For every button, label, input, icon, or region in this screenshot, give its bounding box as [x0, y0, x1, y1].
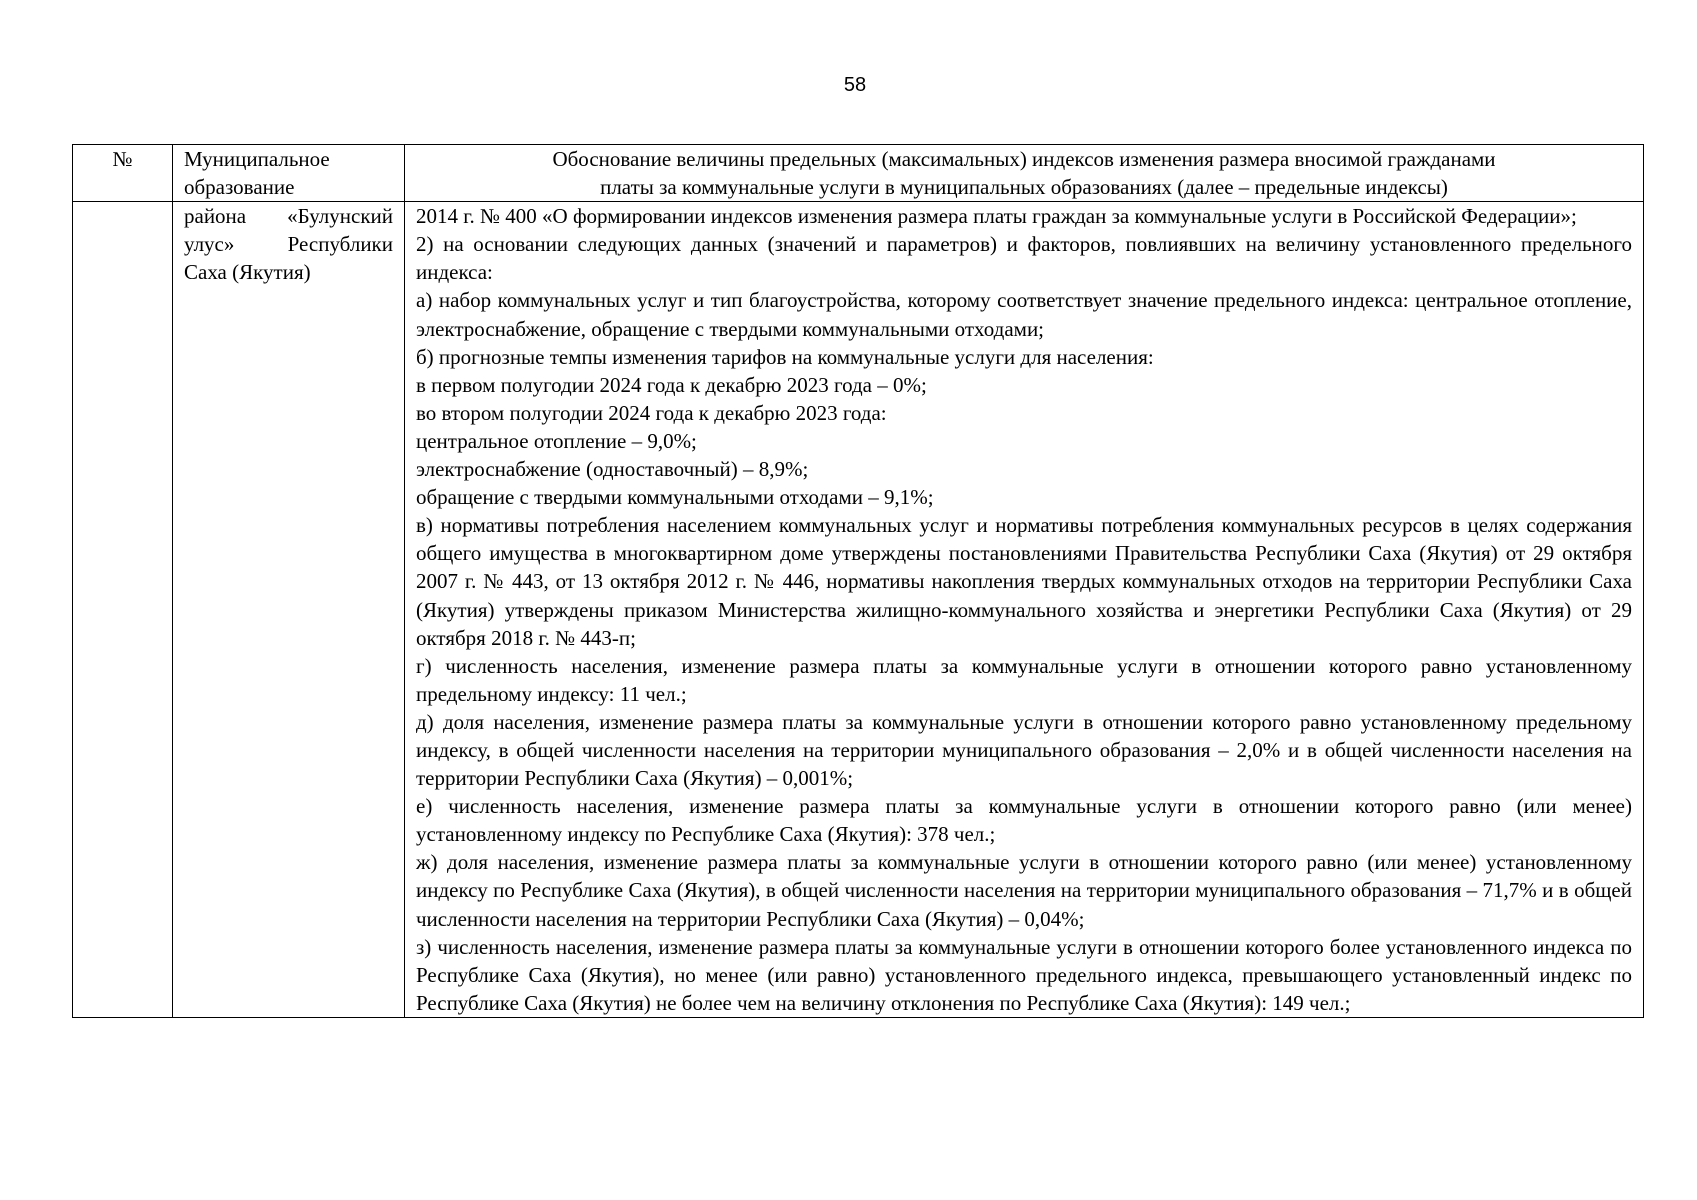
- page-number: 58: [843, 74, 867, 96]
- paragraph: 2) на основании следующих данных (значений и параметров) и факторов, повлиявших на величину установленного предельного индекса:: [416, 232, 1632, 285]
- table-header-row: [73, 145, 1644, 202]
- header-number-cell: [73, 145, 173, 202]
- paragraph: з) численность населения, изменение размера платы за коммунальные услуги в отношении которого более установленного индекса по Республике Саха (Якутия), но менее (или равно) установленного предельного индекса, превышающего установленный индекс по Республике Саха (Якутия) не более чем на величину отклонения по Республике Саха (Якутия): 149 чел.;: [416, 934, 1632, 1015]
- paragraph: 2014 г. № 400 «О формировании индексов изменения размера платы граждан за коммунальные услуги в Российской Федерации»;: [416, 204, 1577, 229]
- paragraph: ж) доля населения, изменение размера платы за коммунальные услуги в отношении которого равно (или менее) установленному индексу по Республике Саха (Якутия), в общей численности населения на территории муниципального образования – 71,7% и в общей численности населения на территории Республики Саха (Якутия) – 0,04%;: [416, 850, 1632, 931]
- paragraph: г) численность населения, изменение размера платы за коммунальные услуги в отношении которого равно установленному предельному индексу: 11 чел.;: [416, 653, 1632, 706]
- header-municipality-cell: [173, 145, 405, 202]
- header-justification-line: Обоснование величины предельных (максимальных) индексов изменения размера вносимой гражданами: [552, 147, 1496, 171]
- paragraph: д) доля населения, изменение размера платы за коммунальные услуги в отношении которого равно установленному предельному индексу, в общей численности населения на территории муниципального образования – 2,0% и в общей численности населения на территории Республики Саха (Якутия) – 0,001%;: [416, 709, 1632, 791]
- paragraph: в) нормативы потребления населением коммунальных услуг и нормативы потребления коммунальных ресурсов в целях содержания общего имущества в многоквартирном доме утверждены постановлениями Правительства Республики Саха (Якутия) от 29 октября 2007 г. № 443, от 13 октября 2012 г. № 446, нормативы накопления твердых коммунальных отходов на территории Республики Саха (Якутия) утверждены приказом Министерства жилищно-коммунального хозяйства и энергетики Республики Саха (Якутия) от 29 октября 2018 г. № 443-п;: [416, 513, 1632, 650]
- header-municipality-line: Муниципальное: [184, 147, 330, 171]
- table-row: [73, 202, 1644, 1018]
- paragraph: в первом полугодии 2024 года к декабрю 2023 года – 0%;: [416, 372, 927, 397]
- header-justification-cell: [405, 145, 1644, 202]
- row-number-cell: [73, 202, 173, 1018]
- paragraph: обращение с твердыми коммунальными отходами – 9,1%;: [416, 485, 934, 510]
- paragraph: а) набор коммунальных услуг и тип благоустройства, которому соответствует значение предельного индекса: центральное отопление, электроснабжение, обращение с твердыми коммунальными отходами;: [416, 288, 1632, 341]
- header-number: №: [112, 147, 133, 171]
- header-justification-line: платы за коммунальные услуги в муниципальных образованиях (далее – предельные индексы): [600, 175, 1448, 200]
- paragraph: электроснабжение (одноставочный) – 8,9%;: [416, 457, 809, 482]
- row-justification-cell: [405, 202, 1644, 1018]
- indices-table: [72, 144, 1644, 1018]
- row-municipality-cell: района «Булунский улус» Республики Саха (Якутия): [173, 202, 405, 1018]
- paragraph: во втором полугодии 2024 года к декабрю 2023 года:: [416, 400, 887, 425]
- paragraph: центральное отопление – 9,0%;: [416, 428, 697, 453]
- paragraph: б) прогнозные темпы изменения тарифов на коммунальные услуги для населения:: [416, 344, 1154, 369]
- header-municipality-line: образование: [184, 175, 295, 200]
- paragraph: е) численность населения, изменение размера платы за коммунальные услуги в отношении которого равно (или менее) установленному индексу по Республике Саха (Якутия): 378 чел.;: [416, 794, 1632, 847]
